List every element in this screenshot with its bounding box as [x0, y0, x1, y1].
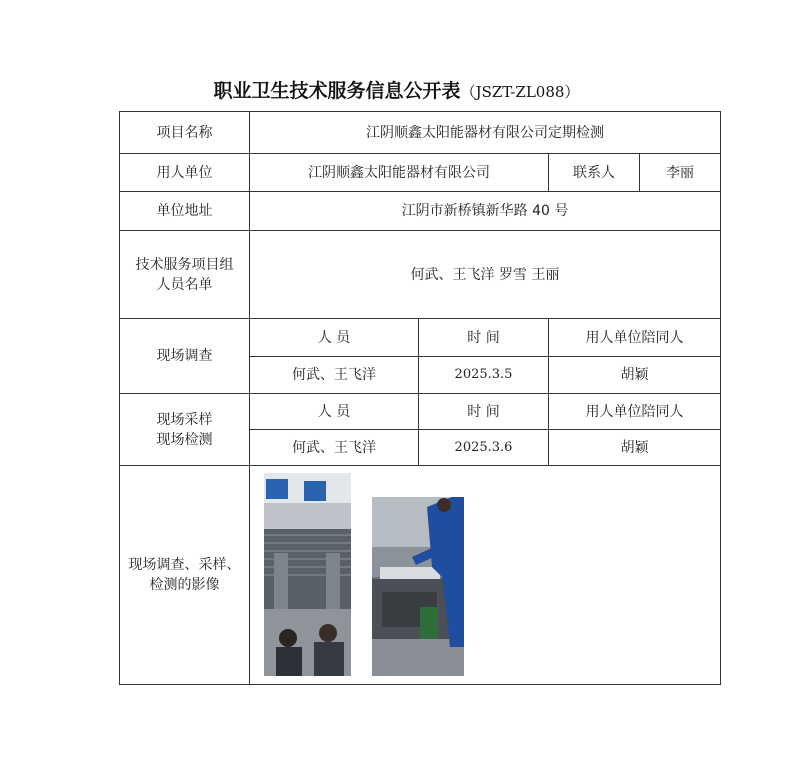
survey-personnel: 何武、王飞洋: [250, 357, 419, 394]
team-label-line2: 人员名单: [156, 276, 213, 293]
survey-col-personnel: 人 员: [250, 319, 419, 357]
info-table: [119, 111, 721, 685]
team-value: 何武、王飞洋 罗雪 王丽: [250, 231, 721, 319]
sampling-label: [120, 394, 250, 466]
contact-value: 李丽: [640, 154, 721, 192]
survey-label: 现场调查: [120, 319, 250, 394]
images-label-line1: 现场调查、采样、: [128, 557, 241, 573]
survey-escort: 胡颖: [549, 357, 721, 394]
team-label: [120, 231, 250, 319]
address-value: 江阴市新桥镇新华路 40 号: [250, 192, 721, 231]
employer-label: 用人单位: [120, 154, 250, 192]
sampling-personnel: 何武、王飞洋: [250, 430, 419, 466]
page-title: [0, 76, 793, 103]
images-label: [120, 466, 250, 685]
sampling-escort: 胡颖: [549, 430, 721, 466]
sampling-col-time: 时 间: [419, 394, 549, 430]
sampling-label-line2: 现场检测: [156, 431, 213, 448]
title-text: 职业卫生技术服务信息公开表: [213, 80, 461, 102]
sampling-col-escort: 用人单位陪同人: [549, 394, 721, 430]
team-label-line1: 技术服务项目组: [135, 256, 234, 273]
survey-col-time: 时 间: [419, 319, 549, 357]
survey-col-escort: 用人单位陪同人: [549, 319, 721, 357]
sampling-label-line1: 现场采样: [156, 411, 213, 428]
contact-label: 联系人: [549, 154, 640, 192]
survey-time: 2025.3.5: [419, 357, 549, 394]
images-label-line2: 检测的影像: [149, 577, 220, 593]
images-cell: [250, 466, 721, 685]
site-photo-workshop: [372, 497, 464, 676]
project-name-label: 项目名称: [120, 112, 250, 154]
project-name-value: 江阴顺鑫太阳能器材有限公司定期检测: [250, 112, 721, 154]
sampling-col-personnel: 人 员: [250, 394, 419, 430]
address-label: 单位地址: [120, 192, 250, 231]
site-photo-entrance: [264, 473, 351, 676]
employer-value: 江阴顺鑫太阳能器材有限公司: [250, 154, 549, 192]
form-code: （JSZT-ZL088）: [460, 83, 580, 101]
sampling-time: 2025.3.6: [419, 430, 549, 466]
